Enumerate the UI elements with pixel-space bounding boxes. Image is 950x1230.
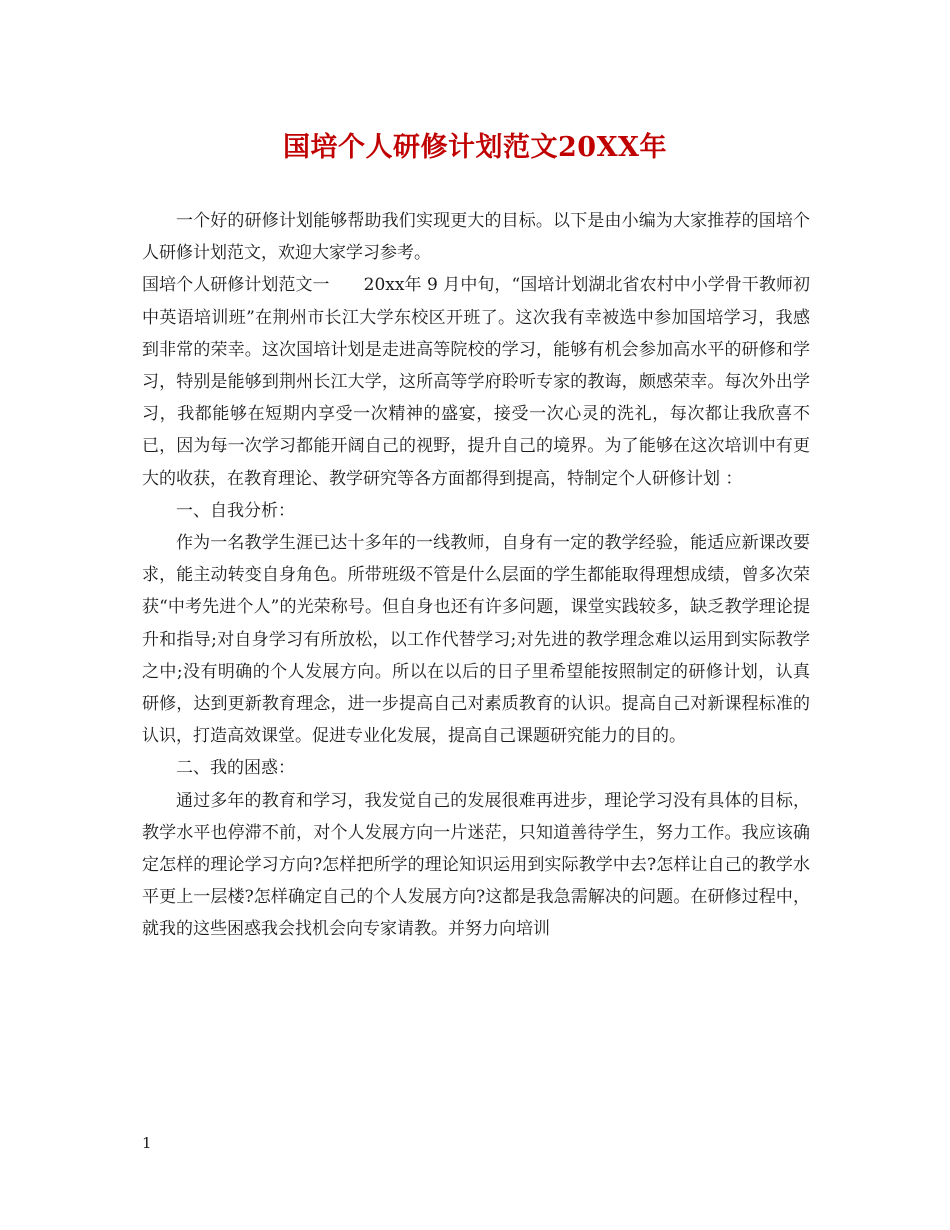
section-heading-confusion: 二、我的困惑： — [176, 758, 295, 779]
page-number: 1 — [142, 1134, 152, 1152]
section-heading-self-analysis: 一、自我分析： — [176, 500, 295, 521]
confusion-paragraph: 通过多年的教育和学习，我发觉自己的发展很难再进步，理论学习没有具体的目标，教学水平也停滞不前，对个人发展方向一片迷茫，只知道善待学生，努力工作。我应该确定怎样的理论学习方向?怎样把所学的理论知识运用到实际教学中去?怎样让自己的教学水平更上一层楼?怎样确定自己的个人发展方向?这都是我急需解决的问题。在研修过程中，就我的这些困惑我会找机会向专家请教。并努力向培训 — [142, 790, 810, 940]
document-body — [142, 205, 810, 946]
document-title: 国培个人研修计划范文20XX年 — [283, 132, 667, 163]
self-analysis-paragraph: 作为一名教学生涯已达十多年的一线教师，自身有一定的教学经验，能适应新课改要求，能主动转变自身角色。所带班级不管是什么层面的学生都能取得理想成绩，曾多次荣获“中考先进个人”的光荣称号。但自身也还有许多问题，课堂实践较多，缺乏教学理论提升和指导;对自身学习有所放松，以工作代替学习;对先进的教学理念难以运用到实际教学之中;没有明确的个人发展方向。所以在以后的日子里希望能按照制定的研修计划，认真研修，达到更新教育理念，进一步提高自己对素质教育的认识。提高自己对新课程标准的认识，打造高效课堂。促进专业化发展，提高自己课题研究能力的目的。 — [142, 533, 810, 747]
plan-one-paragraph: 国培个人研修计划范文一 20xx年 9 月中旬，“国培计划湖北省农村中小学骨干教师初中英语培训班”在荆州市长江大学东校区开班了。这次我有幸被选中参加国培学习，我感到非常的荣幸。这次国培计划是走进高等院校的学习，能够有机会参加高水平的研修和学习，特别是能够到荆州长江大学，这所高等学府聆听专家的教诲，颇感荣幸。每次外出学习，我都能够在短期内享受一次精神的盛宴，接受一次心灵的洗礼，每次都让我欣喜不已，因为每一次学习都能开阔自己的视野，提升自己的境界。为了能够在这次培训中有更大的收获，在教育理论、教学研究等各方面都得到提高，特制定个人研修计划 ： — [142, 275, 810, 489]
intro-paragraph: 一个好的研修计划能够帮助我们实现更大的目标。以下是由小编为大家推荐的国培个人研修计划范文，欢迎大家学习参考。 — [142, 211, 810, 264]
